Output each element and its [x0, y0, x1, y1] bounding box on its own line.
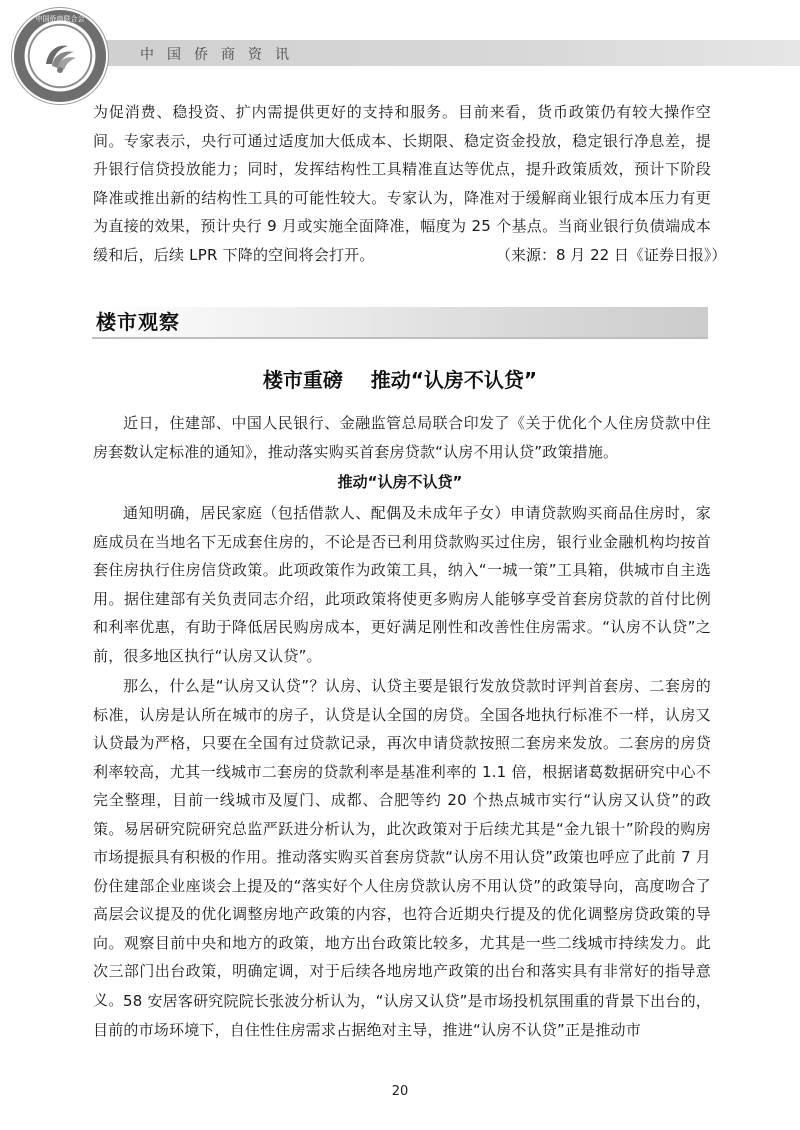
- article-subheading: 推动“认房不认贷”: [337, 473, 463, 491]
- logo-text: 中国侨商联合会: [35, 15, 85, 23]
- section-bar: [92, 307, 708, 339]
- article-title: 楼市重磅 推动“认房不认贷”: [262, 368, 538, 392]
- page-number: 20: [391, 1084, 409, 1099]
- source-citation: （来源：8 月 22 日《证券日报》）: [496, 246, 727, 264]
- intro-paragraph: 为促消费、稳投资、扩内需提供更好的支持和服务。目前来看，货币政策仍有较大操作空间。专家表示，央行可通过适度加大低成本、长期限、稳定资金投放，稳定银行净息差，提升银行信贷投放能力；同时，发挥结构性工具精准直达等优点，提升政策质效，预计下阶段降准或推出新的结构性工具的可能性较大。专家认为，降准对于缓解商业银行成本压力有更为直接的效果，预计央行 9 月或实施全面降准，幅度为 25 个基点。当商业银行负债端成本缓和后，后续 LPR 下降的空间将会打开。: [93, 103, 711, 264]
- logo-emblem-icon: [38, 34, 82, 78]
- article-paragraph-2: 那么，什么是“认房又认贷”？认房、认贷主要是银行发放贷款时评判首套房、二套房的标准，认房是认所在城市的房子，认贷是认全国的房贷。全国各地执行标准不一样，认房又认贷最为严格，只要在全国有过贷款记录，再次申请贷款按照二套房来发放。二套房的房贷利率较高，尤其一线城市二套房的贷款利率是基准利率的 1.1 倍，根据诸葛数据研究中心不完全整理，目前一线城市及厦门、成都、合肥等约 20 个热点城市实行“认房又认贷”的政策。易居研究院研究总监严跃进分析认为，此次政策对于后续尤其是“金九银十”阶段的购房市场提振具有积极的作用。推动落实购买首套房贷款“认房不用认贷”政策也呼应了此前 7 月份住建部企业座谈会上提及的“落实好个人住房贷款认房不用认贷”的政策导向，高度吻合了高层会议提及的优化调整房地产政策的内容，也符合近期央行提及的优化调整房贷政策的导向。观察目前中央和地方的政策，地方出台政策比较多，尤其是一些二线城市持续发力。此次三部门出台政策，明确定调，对于后续各地房地产政策的出台和落实具有非常好的指导意义。: [93, 677, 711, 1009]
- article-lead: 近日，住建部、中国人民银行、金融监管总局联合印发了《关于优化个人住房贷款中住房套数认定标准的通知》，推动落实购买首套房贷款“认房不用认贷”政策措施。: [93, 414, 711, 461]
- article-paragraph-1: 通知明确，居民家庭（包括借款人、配偶及未成年子女）申请贷款购买商品住房时，家庭成员在当地名下无成套住房的，不论是否已利用贷款购买过住房，银行业金融机构均按首套住房执行住房信贷政策。此项政策作为政策工具，纳入“一城一策”工具箱，供城市自主选用。据住建部有关负责同志介绍，此项政策将使更多购房人能够享受首套房贷款的首付比例和利率优惠，有助于降低居民购房成本，更好满足刚性和改善性住房需求。“认房不认贷”之前，很多地区执行“认房又认贷”。: [93, 504, 711, 665]
- logo: [14, 10, 106, 102]
- header-title: 中国侨商资讯: [140, 47, 302, 63]
- section-title: 楼市观察: [96, 310, 180, 334]
- article-paragraph-3: 58 安居客研究院院长张波分析认为，“认房又认贷”是市场投机氛围重的背景下出台的，目前的市场环境下，自住性住房需求占据绝对主导，推进“认房不认贷”正是推动市: [93, 992, 711, 1039]
